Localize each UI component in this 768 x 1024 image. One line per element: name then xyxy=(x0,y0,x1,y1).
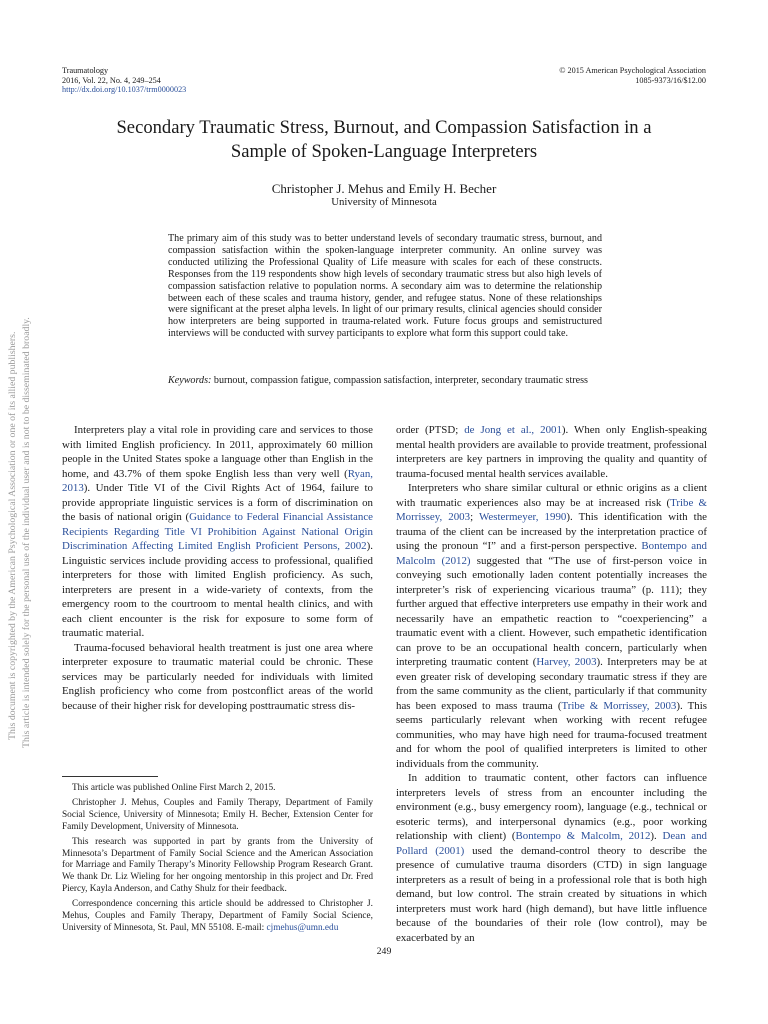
citation-link[interactable]: Bontempo and Malcolm (2012) xyxy=(396,540,708,567)
text-run: In addition to traumatic content, other factors can influence interpreters levels of stress from an encounter including the environment (e.g., busy emergency room), language (e.g., technical or esoteric terms), and interpersonal dynamics (e.g., poor working relationship with client) ( xyxy=(396,772,707,842)
citation-link[interactable]: Dean and Pollard (2001) xyxy=(396,830,707,857)
text-run: ). This seems particularly relevant when working with recent refugee communities, who may have high need for trauma-focused treatment and for whom the pool of qualified interpreters is limited to other individuals from the community. xyxy=(396,699,707,770)
citation-link[interactable]: Tribe & Morrissey, 2003 xyxy=(396,496,707,523)
body-column-left xyxy=(62,423,373,713)
citation-link[interactable]: Harvey, 2003 xyxy=(536,656,597,668)
journal-volume: 2016, Vol. 22, No. 4, 249–254 xyxy=(62,75,161,85)
affiliation: University of Minnesota xyxy=(331,196,437,208)
text-run: suggested that “The use of first-person voice in conveying such emotionally laden content potentially increases the interpreter’s risk of experiencing vicarious trauma” (p. 111); they further argued that effective interpreters use empathy in their work and necessarily have an empathetic reaction to “coexperiencing” a traumatic event with a client. However, such empathetic identification can prove to be an occupational health concern, particularly when interpreting traumatic content ( xyxy=(396,554,707,668)
text-run: ). Linguistic services include providing access to professional, qualified interpreters for those with limited English proficiency. As such, interpreters are present in a wide-variety of contexts, from the emergency room to the courtroom to mental health clinics, and with each client encounter is the risk for exposure to some form of traumatic material. xyxy=(62,540,373,639)
copyright-line: © 2015 American Psychological Association xyxy=(559,66,706,75)
keywords xyxy=(168,375,602,387)
abstract: The primary aim of this study was to better understand levels of secondary traumatic stress, burnout, and compassion satisfaction within the spoken-language interpreter community. An online survey was conducted utilizing the Professional Quality of Life measure with scales for each of these constructs. Responses from the 119 respondents show high levels of secondary traumatic stress but also high levels of compassion satisfaction relative to population norms. A secondary aim was to determine the relationship between each of these scales and trauma history, gender, and refugee status. None of these relationships were significant at the preset alpha levels. In light of our primary results, clinical agencies should consider how interpreters are being supported in trauma-related work. Future focus groups and semistructured interviews will be conducted with survey participants to explore what form this support could take. xyxy=(168,233,602,340)
text-run: ). This identification with the trauma of the client can be increased by the interpretation practice of using the pronoun “I” and a first-person perspective. xyxy=(396,511,707,552)
footnote-rule xyxy=(62,776,158,777)
keywords-list: burnout, compassion fatigue, compassion satisfaction, interpreter, secondary traumatic stress xyxy=(213,375,588,386)
body-column-right xyxy=(396,423,707,945)
citation-link[interactable]: Ryan, 2013 xyxy=(62,467,373,494)
paragraph xyxy=(396,481,707,771)
sidebar-notice-1: This document is copyrighted by the American Psychological Association or one of its allied publishers. xyxy=(7,331,18,740)
author-list: Christopher J. Mehus and Emily H. Becher xyxy=(271,181,497,196)
sidebar-notice-2: This article is intended solely for the personal use of the individual user and is not to be disseminated broadly. xyxy=(21,317,32,748)
citation-link[interactable]: Tribe & Morrissey, 2003 xyxy=(561,699,677,712)
text-run: order (PTSD; xyxy=(396,424,465,436)
paragraph xyxy=(396,423,707,481)
paragraph xyxy=(62,423,373,641)
page-number: 249 xyxy=(376,946,392,957)
text-run: used the demand-control theory to describe the presence of cumulative trauma disorders (CTD) in sign language interpreters as a result of being in a professional role that is both high demand, but low control. The strain created by situations in which interpreters must work hard (high demand), but have little influence because of the boundaries of their role (low control), may be exacerbated by an xyxy=(396,844,707,944)
text-run: ; xyxy=(470,511,479,523)
text-run: ). When only English-speaking mental health providers are available to provide treatment, professional interpreters are key partners in improving the quality and quantity of trauma-focused mental health services available. xyxy=(396,424,707,480)
footnotes xyxy=(62,783,373,938)
email-link[interactable]: cjmehus@umn.edu xyxy=(266,922,339,933)
text-run: ). xyxy=(650,830,663,842)
footnote xyxy=(62,899,373,935)
text-run: Correspondence concerning this article should be addressed to Christopher J. Mehus, Couples and Family Therapy, Department of Family Social Science, University of Minnesota, St. Paul, MN 55108. E-mail: xyxy=(62,899,373,933)
doi-link[interactable]: http://dx.doi.org/10.1037/trm0000023 xyxy=(62,85,187,94)
text-run: Interpreters play a vital role in providing care and services to those with limited English proficiency. In 2011, approximately 60 million people in the United States spoke a language other than English in the home, and 43.7% of them spoke English less than very well ( xyxy=(62,424,373,480)
copyright-info xyxy=(559,66,706,85)
citation-link[interactable]: de Jong et al., 2001 xyxy=(464,424,562,436)
footnote: Christopher J. Mehus, Couples and Family Therapy, Department of Family Social Science, University of Minnesota; Emily H. Becher, Extension Center for Family Development, University of Minnesota. xyxy=(62,797,373,832)
journal-name: Traumatology xyxy=(62,66,109,75)
journal-info xyxy=(62,66,186,95)
text-run: Interpreters who share similar cultural or ethnic origins as a client with traumatic experiences also may be at increased risk ( xyxy=(396,482,707,509)
paragraph xyxy=(396,771,707,945)
text-run: ). Interpreters may be at even greater risk of developing secondary traumatic stress if they are from the same community as the client, particularly if that community has been exposed to mass trauma ( xyxy=(396,656,707,712)
footnote: This research was supported in part by grants from the University of Minnesota’s Department of Family Social Science and the American Association for Marriage and Family Therapy’s Minority Fellowship Program Research Grant. We thank Dr. Liz Wieling for her ongoing mentorship in this project and Dr. Fred Piercy, Kayla Anderson, and Cathy Shulz for their feedback. xyxy=(62,836,373,895)
citation-link[interactable]: Bontempo & Malcolm, 2012 xyxy=(515,830,651,842)
paragraph: Trauma-focused behavioral health treatment is just one area where interpreter exposure to traumatic material could be chronic. These services may be particularly needed for individuals with limited English proficiency who come from postconflict areas of the world because of their higher risk for developing posttraumatic stress dis- xyxy=(62,641,373,712)
citation-link[interactable]: Guidance to Federal Financial Assistance Recipients Regarding Title VI Prohibition Against National Origin Discrimination Affecting Limited English Proficient Persons, 2002 xyxy=(62,511,373,552)
title-line-2: Sample of Spoken-Language Interpreters xyxy=(230,141,538,162)
copyright-sidebar xyxy=(0,0,44,1024)
article-title xyxy=(60,116,708,164)
title-line-1: Secondary Traumatic Stress, Burnout, and Compassion Satisfaction in a xyxy=(116,117,652,138)
text-run: ). Under Title VI of the Civil Rights Act of 1964, failure to provide appropriate linguistic services is a form of discrimination on the basis of national origin ( xyxy=(62,482,373,523)
keywords-label: Keywords: xyxy=(168,375,212,386)
issn-line: 1085-9373/16/$12.00 xyxy=(635,75,706,85)
citation-link[interactable]: Westermeyer, 1990 xyxy=(479,511,567,523)
footnote: This article was published Online First March 2, 2015. xyxy=(72,783,276,793)
